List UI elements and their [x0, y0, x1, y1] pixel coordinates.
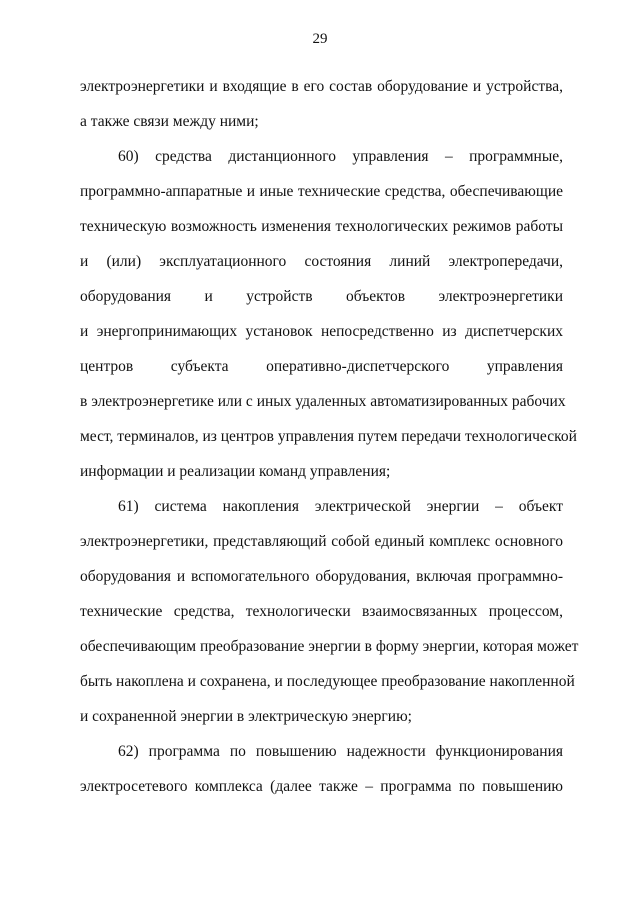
text-line: быть накоплена и сохранена, и последующее преобразование накопленной [80, 673, 575, 690]
text-line: 60) средства дистанционного управления – программные, [118, 148, 563, 165]
text-line: информации и реализации команд управления; [80, 463, 391, 480]
text-line: 62) программа по повышению надежности функционирования [118, 743, 563, 760]
text-line: техническую возможность изменения технологических режимов работы [80, 218, 563, 235]
text-line: и энергопринимающих установок непосредственно из диспетчерских [80, 323, 563, 340]
text-line: электроэнергетики и входящие в его состав оборудование и устройства, [80, 78, 563, 95]
text-line: технические средства, технологически взаимосвязанных процессом, [80, 603, 563, 620]
text-line: 61) система накопления электрической энергии – объект [118, 498, 563, 515]
text-line: оборудования и вспомогательного оборудования, включая программно- [80, 568, 563, 585]
text-line: мест, терминалов, из центров управления путем передачи технологической [80, 428, 577, 445]
text-line: в электроэнергетике или с иных удаленных автоматизированных рабочих [80, 393, 566, 410]
page-number: 29 [312, 31, 328, 47]
text-line: оборудования и устройств объектов электроэнергетики [80, 288, 563, 305]
text-line: программно-аппаратные и иные технические средства, обеспечивающие [80, 183, 563, 200]
text-line: центров субъекта оперативно-диспетчерского управления [80, 358, 563, 375]
text-line: обеспечивающим преобразование энергии в форму энергии, которая может [80, 638, 579, 655]
text-line: и сохраненной энергии в электрическую энергию; [80, 708, 412, 725]
text-line: а также связи между ними; [80, 113, 259, 130]
text-line: электроэнергетики, представляющий собой единый комплекс основного [80, 533, 563, 550]
text-line: электросетевого комплекса (далее также – программа по повышению [80, 778, 563, 795]
text-line: и (или) эксплуатационного состояния линий электропередачи, [80, 253, 563, 270]
